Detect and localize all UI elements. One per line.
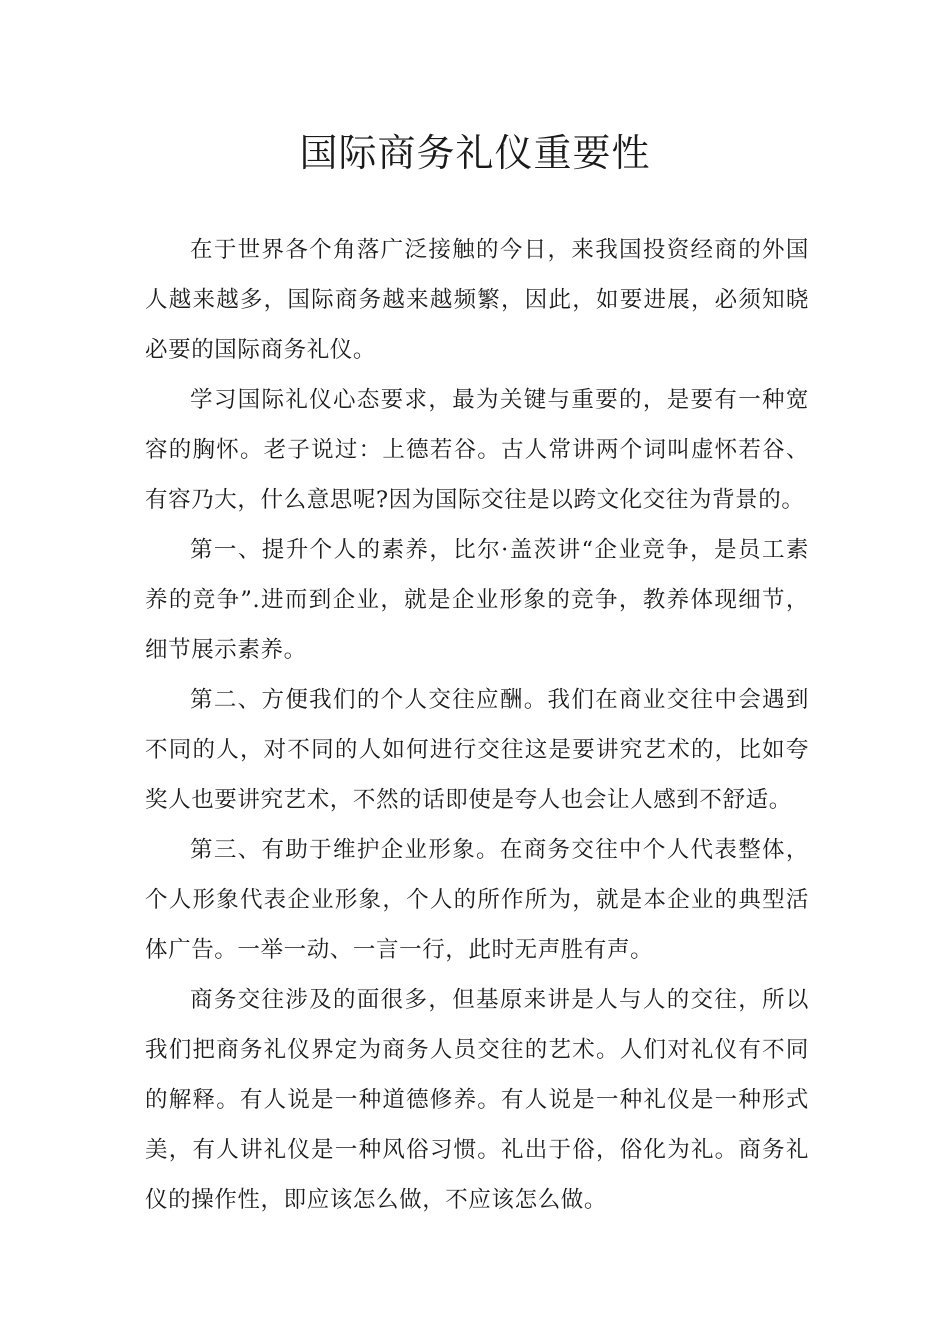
paragraph-3: 第一、提升个人的素养，比尔·盖茨讲“企业竞争，是员工素养的竞争”.进而到企业，就是企业形象的竞争，教养体现细节，细节展示素养。 bbox=[145, 537, 809, 663]
paragraph-1: 在于世界各个角落广泛接触的今日，来我国投资经商的外国人越来越多，国际商务越来越频繁，因此，如要进展，必须知晓必要的国际商务礼仪。 bbox=[145, 237, 809, 363]
document-title: 国际商务礼仪重要性 bbox=[299, 131, 651, 175]
paragraph-6: 商务交往涉及的面很多，但基原来讲是人与人的交往，所以我们把商务礼仪界定为商务人员交往的艺术。人们对礼仪有不同的解释。有人说是一种道德修养。有人说是一种礼仪是一种形式美，有人讲礼仪是一种风俗习惯。礼出于俗，俗化为礼。商务礼仪的操作性，即应该怎么做，不应该怎么做。 bbox=[145, 987, 809, 1213]
document-body bbox=[145, 225, 809, 1225]
paragraph-4: 第二、方便我们的个人交往应酬。我们在商业交往中会遇到不同的人，对不同的人如何进行交往这是要讲究艺术的，比如夸奖人也要讲究艺术，不然的话即使是夸人也会让人感到不舒适。 bbox=[145, 687, 809, 813]
paragraph-5: 第三、有助于维护企业形象。在商务交往中个人代表整体，个人形象代表企业形象，个人的所作所为，就是本企业的典型活体广告。一举一动、一言一行，此时无声胜有声。 bbox=[145, 837, 809, 963]
paragraph-2: 学习国际礼仪心态要求，最为关键与重要的，是要有一种宽容的胸怀。老子说过：上德若谷。古人常讲两个词叫虚怀若谷、有容乃大，什么意思呢?因为国际交往是以跨文化交往为背景的。 bbox=[145, 387, 809, 513]
